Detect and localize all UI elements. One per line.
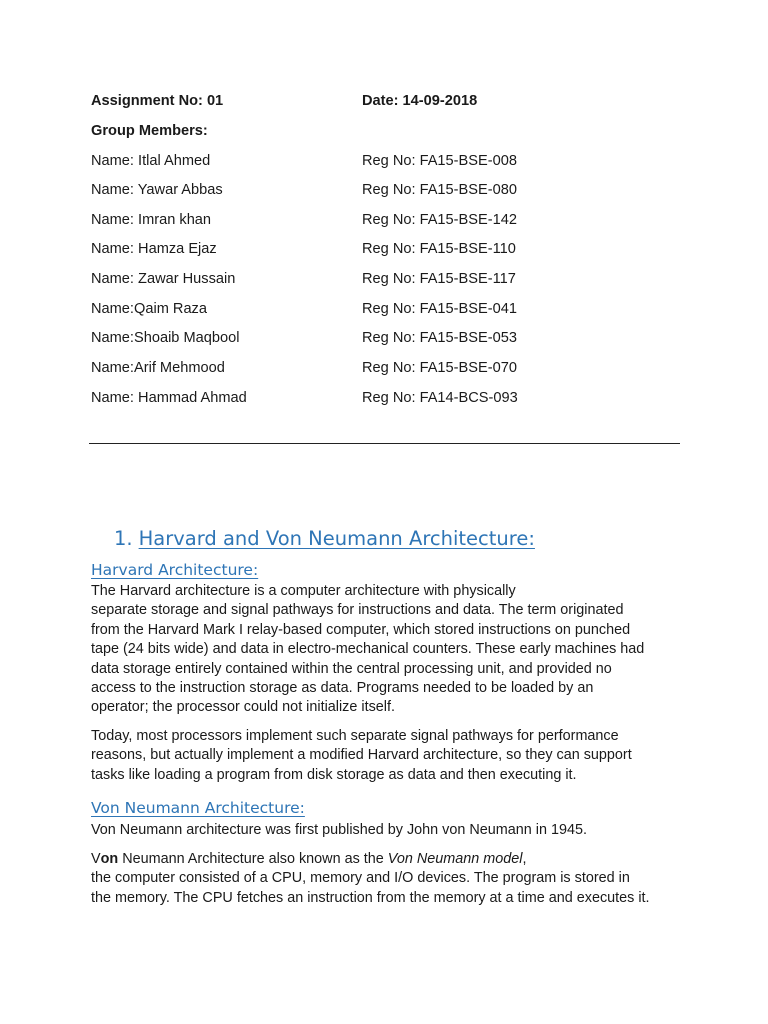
paragraph-line: the computer consisted of a CPU, memory and I/O devices. The program is stored in <box>91 870 630 887</box>
text-run: , <box>522 851 527 867</box>
member-reg: Reg No: FA15-BSE-053 <box>362 330 517 346</box>
member-name: Name:Qaim Raza <box>91 301 207 317</box>
paragraph-line: data storage entirely contained within the central processing unit, and provided no <box>91 660 612 677</box>
paragraph-line-rich <box>91 850 650 869</box>
member-name: Name:Arif Mehmood <box>91 360 225 376</box>
section-number: 1. <box>114 527 133 550</box>
paragraph-line: reasons, but actually implement a modified Harvard architecture, so they can support <box>91 747 632 764</box>
horizontal-divider <box>89 443 680 444</box>
member-name: Name: Imran khan <box>91 212 212 228</box>
vonneumann-paragraph-2 <box>91 850 650 908</box>
paragraph-line: from the Harvard Mark I relay-based computer, which stored instructions on punched <box>91 621 631 638</box>
paragraph-line: tasks like loading a program from disk storage as data and then executing it. <box>91 766 577 783</box>
section-title: Harvard and Von Neumann Architecture: <box>138 527 535 550</box>
member-name: Name: Zawar Hussain <box>91 271 236 287</box>
paragraph-line: Today, most processors implement such separate signal pathways for performance <box>91 728 619 744</box>
text-run: V <box>91 851 101 867</box>
italic-run: Von Neumann model <box>387 851 523 867</box>
paragraph-line: the memory. The CPU fetches an instruction from the memory at a time and executes it. <box>91 889 650 906</box>
member-reg: Reg No: FA15-BSE-142 <box>362 212 517 228</box>
member-reg: Reg No: FA15-BSE-008 <box>362 153 517 169</box>
section-heading <box>114 526 535 552</box>
member-name: Name: Yawar Abbas <box>91 182 223 198</box>
text-run: Neumann Architecture also known as the <box>118 851 388 867</box>
member-reg: Reg No: FA15-BSE-110 <box>362 241 516 257</box>
harvard-heading: Harvard Architecture: <box>91 561 259 579</box>
assignment-date: Date: 14-09-2018 <box>362 93 478 109</box>
member-reg: Reg No: FA15-BSE-080 <box>362 182 517 198</box>
paragraph-line: separate storage and signal pathways for instructions and data. The term originated <box>91 602 624 619</box>
vonneumann-paragraph-1 <box>91 821 587 840</box>
member-reg: Reg No: FA14-BCS-093 <box>362 390 518 406</box>
harvard-paragraph-2 <box>91 727 632 785</box>
member-name: Name: Hamza Ejaz <box>91 241 217 257</box>
vonneumann-heading: Von Neumann Architecture: <box>91 799 305 817</box>
member-reg: Reg No: FA15-BSE-070 <box>362 360 517 376</box>
paragraph-line: The Harvard architecture is a computer architecture with physically <box>91 583 516 599</box>
assignment-number: Assignment No: 01 <box>91 93 224 109</box>
bold-run: on <box>100 851 119 867</box>
member-reg: Reg No: FA15-BSE-117 <box>362 271 516 287</box>
member-name: Name: Hammad Ahmad <box>91 390 247 406</box>
member-name: Name:Shoaib Maqbool <box>91 330 240 346</box>
harvard-paragraph-1 <box>91 582 644 718</box>
paragraph-line: access to the instruction storage as data. Programs needed to be loaded by an <box>91 680 594 697</box>
paragraph-line: operator; the processor could not initialize itself. <box>91 699 395 716</box>
member-name: Name: Itlal Ahmed <box>91 153 211 169</box>
paragraph-line: Von Neumann architecture was first published by John von Neumann in 1945. <box>91 822 587 838</box>
member-reg: Reg No: FA15-BSE-041 <box>362 301 517 317</box>
paragraph-line: tape (24 bits wide) and data in electro-mechanical counters. These early machines had <box>91 641 645 658</box>
group-members-label: Group Members: <box>91 123 208 139</box>
